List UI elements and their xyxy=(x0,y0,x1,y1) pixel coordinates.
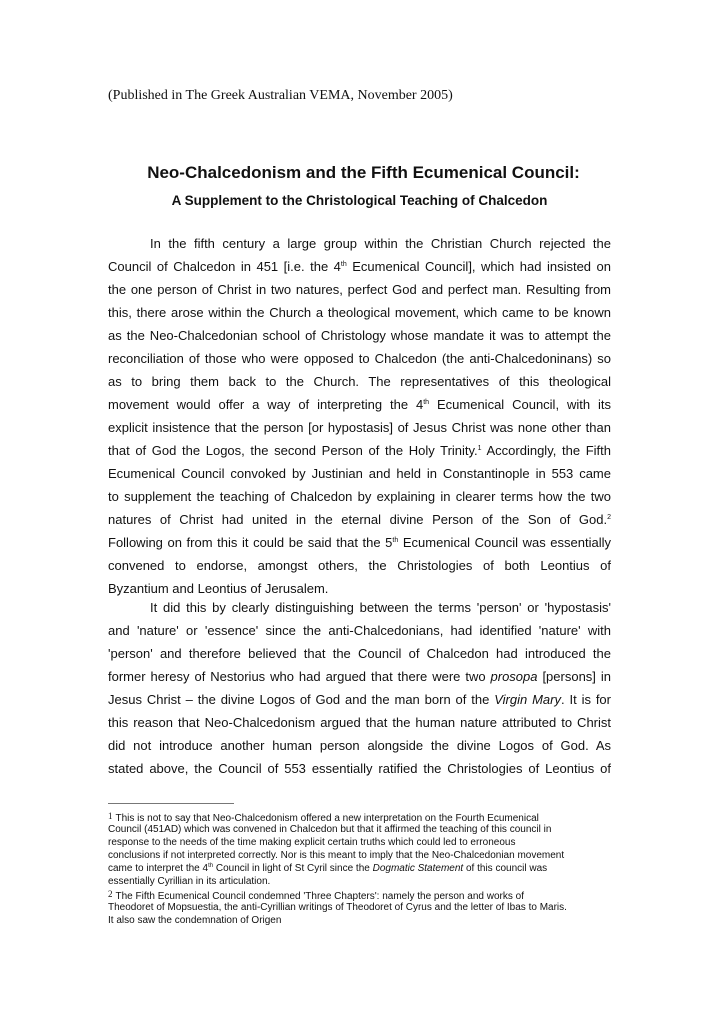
text-line: In the fifth century a large group within the Christian Church rejected the xyxy=(150,236,611,251)
italic-term: Dogmatic Statement xyxy=(372,863,464,874)
text-line: that of God the Logos, the second Person of the Holy Trinity.$^1$ Accordingly, the Fifth xyxy=(108,443,611,458)
italic-term: prosopa xyxy=(490,669,538,684)
text-line: It did this by clearly distinguishing between the terms 'person' or 'hypostasis' xyxy=(150,600,611,615)
footnote-2-line: Theodoret of Mopsuestia, the anti-Cyrillian writings of Theodoret of Cyrus and the letter of Ibas to Maris. xyxy=(108,902,567,913)
text-line: stated above, the Council of 553 essentially ratified the Christologies of Leontius of xyxy=(108,761,611,776)
superscript: th xyxy=(340,261,347,268)
footnote-number: 2 xyxy=(108,889,113,899)
text-line: Ecumenical Council convoked by Justinian and held in Constantinople in 553 came xyxy=(108,466,611,481)
text-line: this reason that Neo-Chalcedonism argued that the human nature attributed to Christ xyxy=(108,715,611,730)
superscript: th xyxy=(423,399,430,406)
text-line: Byzantium and Leontius of Jerusalem. xyxy=(108,581,329,596)
text-line: natures of Christ had united in the eternal divine Person of the Son of God.$^2$ xyxy=(108,512,611,527)
text-line: explicit insistence that the person [or hypostasis] of Jesus Christ was none other than xyxy=(108,420,611,435)
paragraph-2 xyxy=(108,596,611,780)
italic-term: Virgin Mary xyxy=(494,692,561,707)
footnote-1-line: 1 This is not to say that Neo-Chalcedonism offered a new interpretation on the Fourth Ecumenical xyxy=(108,811,539,824)
text-line: 'person' and therefore believed that the Council of Chalcedon had introduced the xyxy=(108,646,611,661)
footnote-separator xyxy=(108,803,234,804)
text-line: convened to endorse, amongst others, the Christologies of both Leontius of xyxy=(108,558,611,573)
text-line: Following on from this it could be said that the 5th Ecumenical Council was essentially xyxy=(108,535,612,550)
text-line: Jesus Christ – the divine Logos of God and the man born of the Virgin Mary. It is for xyxy=(108,692,611,707)
text-line: Council of Chalcedon in 451 [i.e. the 4th Ecumenical Council], which had insisted on xyxy=(108,259,611,274)
text-line: former heresy of Nestorius who had argued that there were two prosopa [persons] in xyxy=(108,669,611,684)
text-line: and 'nature' or 'essence' since the anti-Chalcedonians, had identified 'nature' with xyxy=(108,623,611,638)
footnote-2-line: It also saw the condemnation of Origen xyxy=(108,915,282,926)
text-line: as to bring them back to the Church. The representatives of this theological xyxy=(108,374,611,389)
footnote-1-line: essentially Cyrillian in its articulation. xyxy=(108,876,271,887)
text-line: did not introduce another human person alongside the divine Logos of God. As xyxy=(108,738,611,753)
footnote-1-line: response to the needs of the time making explicit certain truths which could led to erroneous xyxy=(108,837,516,848)
superscript: th xyxy=(392,537,399,544)
text-line: reconciliation of those who were opposed to Chalcedon (the anti-Chalcedoninans) so xyxy=(108,351,611,366)
footnote-1-line: came to interpret the 4th Council in light of St Cyril since the Dogmatic Statement of this council was xyxy=(108,863,548,874)
article-subtitle: A Supplement to the Christological Teaching of Chalcedon xyxy=(171,193,548,208)
text-line: this, there arose within the Church a theological movement, which came to be known xyxy=(108,305,611,320)
text-line: movement would offer a way of interpreting the 4th Ecumenical Council, with its xyxy=(108,397,611,412)
text-line: the one person of Christ in two natures, perfect God and perfect man. Resulting from xyxy=(108,282,611,297)
superscript: th xyxy=(208,863,214,869)
footnotes xyxy=(108,810,611,927)
text-line: as the Neo-Chalcedonian school of Christology whose mandate it was to attempt the xyxy=(108,328,611,343)
footnote-ref-2: 2 xyxy=(607,514,611,521)
publication-note: (Published in The Greek Australian VEMA, November 2005) xyxy=(108,88,453,103)
footnote-number: 1 xyxy=(108,811,113,821)
footnote-ref-1: 1 xyxy=(477,445,482,452)
paragraph-1 xyxy=(108,232,611,600)
footnote-2-line: 2 The Fifth Ecumenical Council condemned 'Three Chapters': namely the person and works of xyxy=(108,889,524,902)
text-line: to supplement the teaching of Chalcedon by explaining in clearer terms how the two xyxy=(108,489,611,504)
footnote-1-line: conclusions if not interpreted correctly. Nor is this meant to imply that the Neo-Chalcedonian movement xyxy=(108,850,565,861)
footnote-1-line: Council (451AD) which was convened in Chalcedon but that it affirmed the teaching of this council in xyxy=(108,824,552,835)
article-title: Neo-Chalcedonism and the Fifth Ecumenical Council: xyxy=(147,163,580,182)
